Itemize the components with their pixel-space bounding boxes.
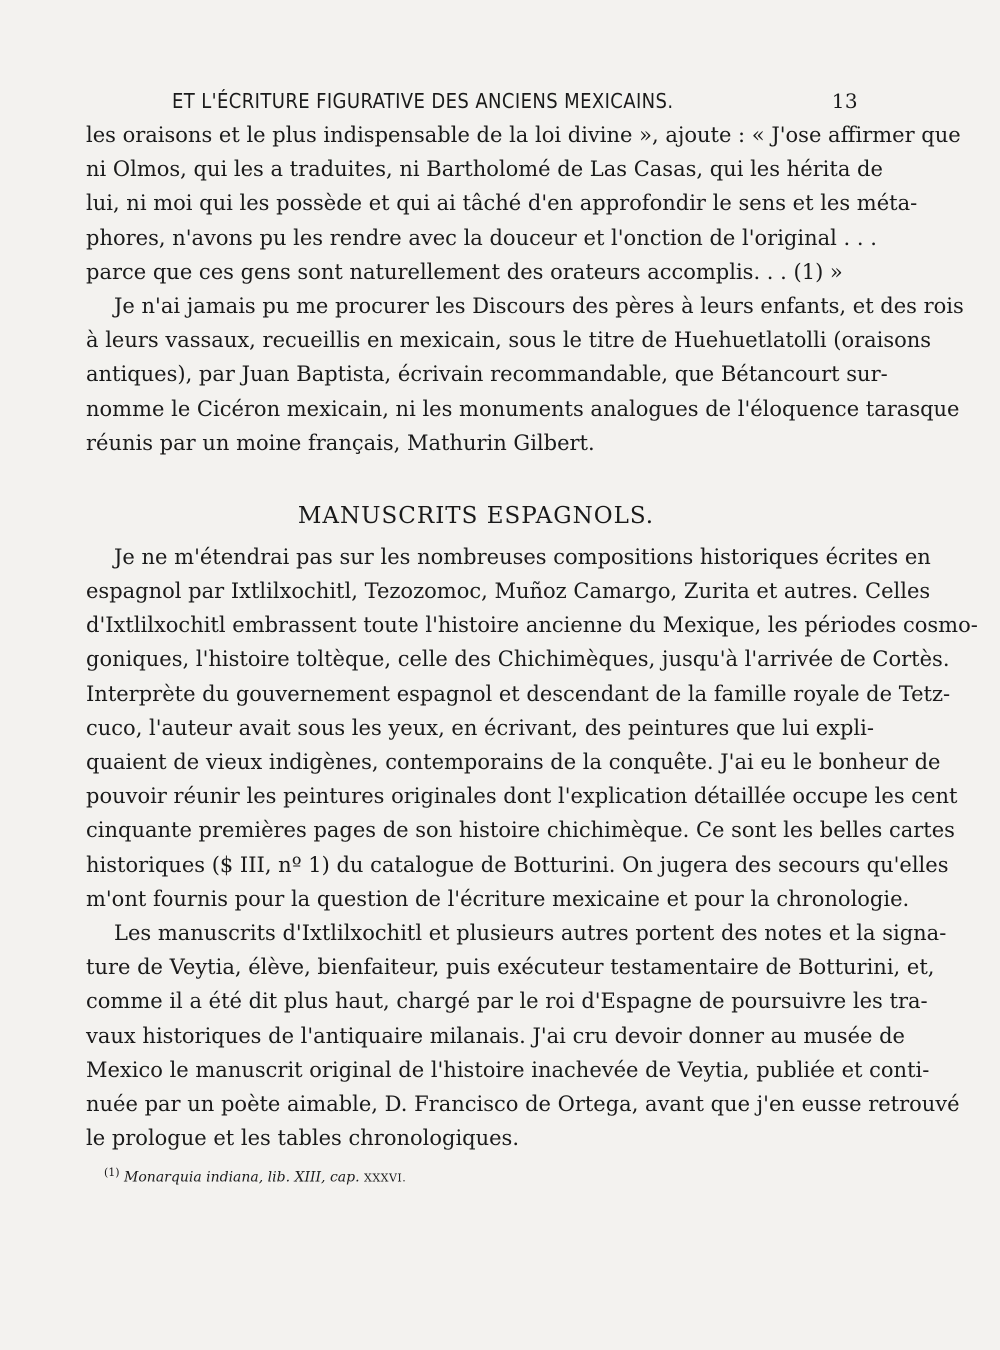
text-line: nuée par un poète aimable, D. Francisco de Ortega, avant que j'en eusse retrouvé <box>86 1091 960 1116</box>
footnote-marker: (1) <box>104 1166 120 1180</box>
text-line: Mexico le manuscrit original de l'histoire inachevée de Veytia, publiée et conti- <box>86 1057 930 1082</box>
text-line: cuco, l'auteur avait sous les yeux, en écrivant, des peintures que lui expli- <box>86 715 874 740</box>
running-head-title: ET L'ÉCRITURE FIGURATIVE DES ANCIENS MEXICAINS. <box>172 89 674 113</box>
text-line: Interprète du gouvernement espagnol et descendant de la famille royale de Tetz- <box>86 681 951 706</box>
text-line: quaient de vieux indigènes, contemporains de la conquête. J'ai eu le bonheur de <box>86 750 941 774</box>
paragraph-1 <box>86 118 961 289</box>
paragraph-4 <box>86 916 960 1155</box>
text-line: réunis par un moine français, Mathurin Gilbert. <box>86 430 595 455</box>
running-head <box>86 84 866 118</box>
text-line: Je ne m'étendrai pas sur les nombreuses compositions historiques écrites en <box>114 544 931 569</box>
text-line: le prologue et les tables chronologiques. <box>86 1126 520 1151</box>
text-line: cinquante premières pages de son histoire chichimèque. Ce sont les belles cartes <box>86 818 955 843</box>
text-line: historiques ($ III, nº 1) du catalogue de Botturini. On jugera des secours qu'elles <box>86 852 949 877</box>
text-line: ture de Veytia, élève, bienfaiteur, puis exécuteur testamentaire de Botturini, et, <box>86 955 935 980</box>
text-line: les oraisons et le plus indispensable de la loi divine », ajoute : « J'ose affirmer que <box>86 123 961 147</box>
text-line: comme il a été dit plus haut, chargé par le roi d'Espagne de poursuivre les tra- <box>86 989 928 1014</box>
text-line: Je n'ai jamais pu me procurer les Discours des pères à leurs enfants, et des rois <box>114 293 964 318</box>
text-line: lui, ni moi qui les possède et qui ai tâché d'en approfondir le sens et les méta- <box>86 191 918 216</box>
text-line: espagnol par Ixtlilxochitl, Tezozomoc, Muñoz Camargo, Zurita et autres. Celles <box>86 579 931 604</box>
text-line: d'Ixtlilxochitl embrassent toute l'histoire ancienne du Mexique, les périodes cosmo- <box>86 613 978 638</box>
footnote <box>86 1163 866 1189</box>
paragraph-3 <box>86 540 978 916</box>
text-line: ni Olmos, qui les a traduites, ni Bartholomé de Las Casas, qui les hérita de <box>86 157 883 182</box>
text-line: parce que ces gens sont naturellement des orateurs accomplis. . . (1) » <box>86 259 843 284</box>
section-heading: MANUSCRITS ESPAGNOLS. <box>297 502 655 529</box>
document-page <box>86 84 978 1189</box>
text-line: pouvoir réunir les peintures originales dont l'explication détaillée occupe les cent <box>86 784 958 809</box>
page-number: 13 <box>831 89 858 113</box>
text-line: nomme le Cicéron mexicain, ni les monuments analogues de l'éloquence tarasque <box>86 396 960 421</box>
paragraph-2 <box>86 289 964 460</box>
text-line: antiques), par Juan Baptista, écrivain recommandable, que Bétancourt sur- <box>86 362 888 387</box>
text-line: phores, n'avons pu les rendre avec la douceur et l'onction de l'original . . . <box>86 225 877 250</box>
text-line: à leurs vassaux, recueillis en mexicain, sous le titre de Huehuetlatolli (oraisons <box>86 328 932 353</box>
text-line: vaux historiques de l'antiquaire milanais. J'ai cru devoir donner au musée de <box>86 1023 905 1048</box>
text-line: m'ont fournis pour la question de l'écriture mexicaine et pour la chronologie. <box>86 886 910 911</box>
text-line: goniques, l'histoire toltèque, celle des Chichimèques, jusqu'à l'arrivée de Cortès. <box>86 647 950 672</box>
footnote-chapter: XXXVI. <box>364 1171 407 1185</box>
text-line: Les manuscrits d'Ixtlilxochitl et plusieurs autres portent des notes et la signa- <box>114 920 947 945</box>
footnote-text: Monarquia indiana, lib. XIII, cap. <box>124 1169 360 1186</box>
